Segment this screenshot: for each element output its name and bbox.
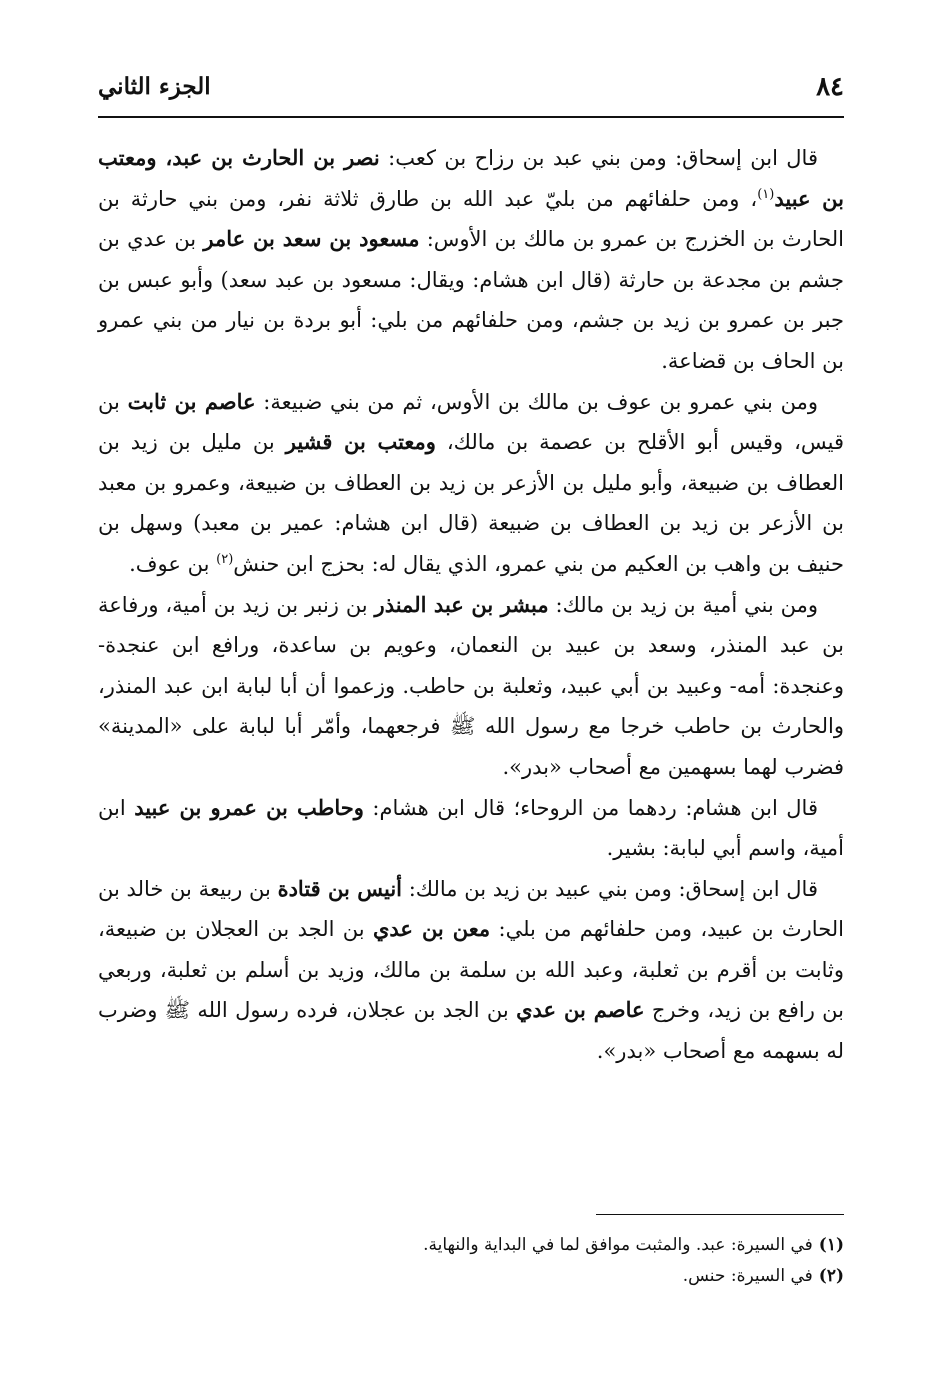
bold-name: ومعتب بن قشير: [285, 429, 436, 455]
bold-name: عاصم بن ثابت: [127, 388, 256, 414]
footnote: [98, 1261, 844, 1292]
text-segment: ومن بني أمية بن زيد بن مالك:: [548, 592, 818, 617]
bold-name: معن بن عدي: [372, 916, 491, 942]
footnote-reference: (١): [757, 186, 775, 202]
paragraph: [98, 138, 844, 382]
paragraph: [98, 788, 844, 869]
footnote-text: في السيرة: حنس.: [682, 1266, 813, 1286]
text-segment: بن عوف.: [129, 551, 217, 576]
text-segment: بن مليل بن زيد بن العطاف بن ضبيعة، وأبو مليل بن الأزعر بن زيد بن العطاف بن ضبيعة، وعمرو بن معبد بن الأزعر بن زيد بن العطاف بن ضبيعة (قال ابن هشام: عمير بن معبد) وسهل بن حنيف بن واهب بن العكيم من بني عمرو، الذي يقال له: بحزج ابن حنش: [98, 430, 844, 576]
bold-name: مبشر بن عبد المنذر: [374, 591, 549, 617]
text-segment: قال ابن هشام: ردهما من الروحاء؛ قال ابن هشام:: [363, 795, 818, 820]
paragraph: [98, 869, 844, 1072]
footnote-reference: (٢): [216, 551, 234, 567]
text-segment: قال ابن إسحاق: ومن بني عبيد بن زيد بن مالك:: [402, 876, 818, 901]
text-segment: بن قيس، وقيس أبو الأقلح بن عصمة بن مالك،: [98, 389, 844, 455]
page-header: [98, 70, 844, 110]
bold-name: وحاطب بن عمرو بن عبيد: [134, 794, 364, 820]
text-segment: بن الجد بن عجلان، فرده رسول الله ﷺ وضرب له بسهمه مع أصحاب «بدر».: [98, 998, 844, 1064]
footnote-divider: [596, 1214, 844, 1215]
text-segment: بن عدي بن جشم بن مجدعة بن حارثة (قال ابن هشام: ويقال: مسعود بن عبد سعد) وأبو عبس بن جبر بن عمرو بن زيد بن جشم، ومن حلفائهم من بلي: أبو بردة بن نيار من بني عمرو بن الحاف بن قضاعة.: [98, 227, 844, 373]
paragraph: [98, 585, 844, 788]
bold-name: نصر بن الحارث بن عبد، ومعتب بن عبيد: [98, 145, 845, 211]
text-segment: بن الجد بن العجلان بن ضبيعة، وثابت بن أقرم بن ثعلبة، وعبد الله بن سلمة بن مالك، وزيد بن أسلم بن ثعلبة، وربعي بن رافع بن زيد، وخرج: [98, 917, 844, 1023]
text-segment: ومن بني عمرو بن عوف بن مالك بن الأوس، ثم من بني ضبيعة:: [255, 389, 818, 414]
paragraph: [98, 382, 844, 585]
bold-name: عاصم بن عدي: [516, 997, 645, 1023]
footnote-text: في السيرة: عبد. والمثبت موافق لما في البداية والنهاية.: [423, 1235, 813, 1255]
bold-name: مسعود بن سعد بن عامر: [203, 226, 420, 252]
header-divider: [98, 116, 844, 118]
footnote-marker: (١): [818, 1235, 844, 1255]
footnote: [98, 1230, 844, 1261]
footnote-marker: (٢): [818, 1266, 844, 1286]
text-segment: ، ومن حلفائهم من بليّ عبد الله بن طارق ثلاثة نفر، ومن بني حارثة بن الحارث بن الخزرج بن عمرو بن مالك بن الأوس:: [98, 186, 845, 252]
text-segment: بن زنبر بن زيد بن أمية، ورفاعة بن عبد المنذر، وسعد بن عبيد بن النعمان، وعويم بن ساعدة، ورافع ابن عنجدة- وعنجدة: أمه- وعبيد بن أبي عبيد، وثعلبة بن حاطب. وزعموا أن أبا لبابة ابن عبد المنذر، والحارث بن حاطب خرجا مع رسول الله ﷺ فرجعهما، وأمّر أبا لبابة على «المدينة» فضرب لهما بسهمين مع أصحاب «بدر».: [98, 592, 844, 779]
text-segment: قال ابن إسحاق: ومن بني عبد بن رزاح بن كعب:: [379, 146, 818, 170]
bold-name: أنيس بن قتادة: [277, 875, 403, 901]
text-segment: ابن أمية، واسم أبي لبابة: بشير.: [98, 795, 844, 861]
page-number: ٨٤: [816, 72, 844, 102]
running-head: الجزء الثاني: [98, 73, 211, 100]
footnotes: [98, 1230, 844, 1292]
text-segment: بن ربيعة بن خالد بن الحارث بن عبيد، ومن حلفائهم من بلي:: [98, 876, 844, 942]
body-text: [98, 138, 844, 1072]
